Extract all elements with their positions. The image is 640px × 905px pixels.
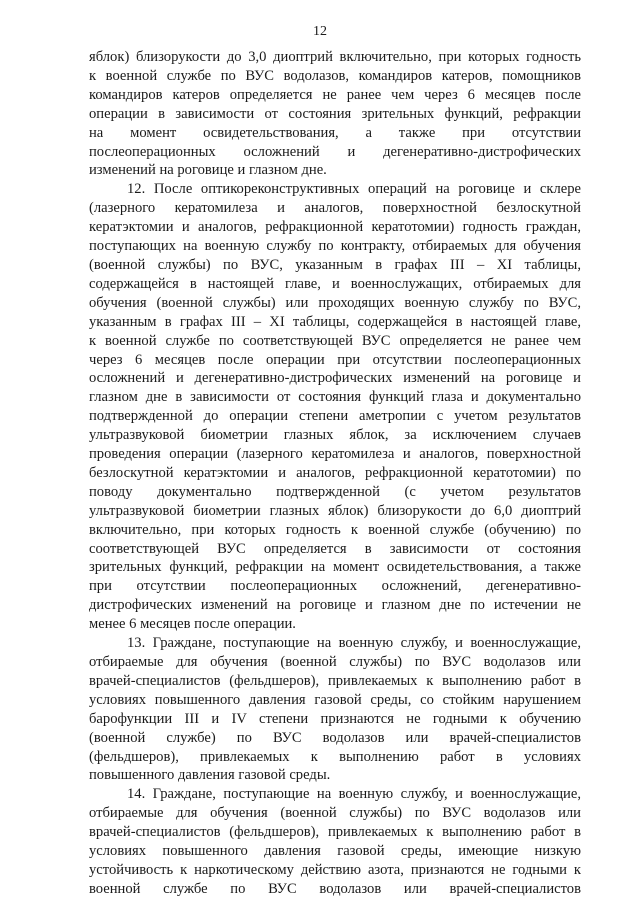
text-line: врачей-специалистов (фельдшеров), привлекаемых к выполнению работ в	[89, 824, 581, 841]
text-line: (военной службы) по ВУС, указанным в графах III – XI таблицы,	[89, 256, 581, 273]
text-line: 14. Граждане, поступающие на военную службу, и военнослужащие,	[127, 786, 581, 803]
text-line: яблок) близорукости до 3,0 диоптрий включительно, при которых годность	[89, 49, 581, 65]
text-line: 13. Граждане, поступающие на военную службу, и военнослужащие,	[127, 635, 581, 652]
text-line: на момент освидетельствования, а также при отсутствии	[89, 124, 581, 141]
text-line: 12. После оптикореконструктивных операций на роговице и склере	[127, 181, 581, 198]
text-line: соответствующей ВУС определяется в зависимости от состояния	[89, 540, 581, 557]
text-line: операции в зависимости от состояния зрительных функций, рефракции	[89, 105, 581, 122]
text-line: к военной службе по ВУС водолазов, командиров катеров, помощников	[89, 67, 581, 84]
text-line: содержащейся в настоящей главе, и военнослужащих, отбираемых для	[89, 275, 581, 292]
text-line: ультразвуковой биометрии глазных яблок) близорукости до 6,0 диоптрий	[89, 502, 581, 519]
text-line: к военной службе по соответствующей ВУС определяется не ранее чем	[89, 332, 581, 349]
text-line: поводу документально подтвержденной (с учетом результатов	[89, 483, 581, 500]
text-line: дистрофических изменений на роговице и глазном дне по истечении не	[89, 597, 581, 614]
text-line: глазном дне в зависимости от состояния функций глаза и документально	[89, 389, 581, 406]
text-line: послеоперационных осложнений и дегенеративно-дистрофических	[89, 143, 581, 160]
text-line: изменений на роговице и глазном дне.	[89, 162, 327, 179]
page-number: 12	[313, 24, 327, 39]
text-line: устойчивость к наркотическому действию азота, признаются не годными к	[89, 861, 581, 878]
text-line: отбираемые для обучения (военной службы) по ВУС водолазов или	[89, 654, 581, 670]
text-line: повышенного давления газовой среды.	[89, 767, 331, 784]
text-line: условиях повышенного давления газовой среды, со стойким нарушением	[89, 691, 581, 708]
text-line: (фельдшеров), привлекаемых к выполнению работ в условиях	[89, 748, 581, 765]
text-line: подтвержденной до операции степени аметропии с учетом результатов	[89, 408, 581, 425]
document-body	[89, 48, 581, 899]
text-line: условиях повышенного давления газовой среды, имеющие низкую	[89, 843, 581, 860]
text-line: менее 6 месяцев после операции.	[89, 616, 296, 633]
text-line: при отсутствии послеоперационных осложнений, дегенеративно-	[89, 578, 581, 595]
text-line: включительно, при которых годность к военной службе (обучению) по	[89, 521, 581, 538]
text-line: (военной службе) по ВУС водолазов или врачей-специалистов	[89, 729, 581, 746]
text-line: поступающих на военную службу по контракту, отбираемых для обучения	[89, 238, 581, 255]
text-line: через 6 месяцев после операции при отсутствии послеоперационных	[89, 351, 581, 368]
text-line: ультразвуковой биометрии глазных яблок, за исключением случаев	[89, 427, 581, 444]
text-line: кератэктомии и аналогов, рефракционной кератотомии) годность граждан,	[89, 219, 581, 236]
text-line: отбираемые для обучения (военной службы) по ВУС водолазов или	[89, 805, 581, 822]
text-line: указанным в графах III – XI таблицы, содержащейся в настоящей главе,	[89, 313, 581, 330]
text-line: командиров катеров определяется не ранее чем через 6 месяцев после	[89, 86, 581, 103]
text-line: зрительных функций, рефракции на момент освидетельствования, а также	[89, 559, 581, 576]
text-line: обучения (военной службы) или проходящих военную службу по ВУС,	[89, 294, 581, 311]
text-line: военной службе по ВУС водолазов или врачей-специалистов	[89, 880, 581, 897]
text-line: (лазерного кератомилеза и аналогов, поверхностной безлоскутной	[89, 200, 581, 217]
text-line: проведения операции (лазерного кератомилеза и аналогов, поверхностной	[89, 446, 581, 463]
text-line: барофункции III и IV степени признаются не годными к обучению	[89, 710, 581, 727]
text-line: врачей-специалистов (фельдшеров), привлекаемых к выполнению работ в	[89, 672, 581, 689]
text-line: безлоскутной кератэктомии и аналогов, рефракционной кератотомии) по	[89, 464, 581, 481]
text-line: осложнений и дегенеративно-дистрофических изменений на роговице и	[89, 370, 581, 387]
